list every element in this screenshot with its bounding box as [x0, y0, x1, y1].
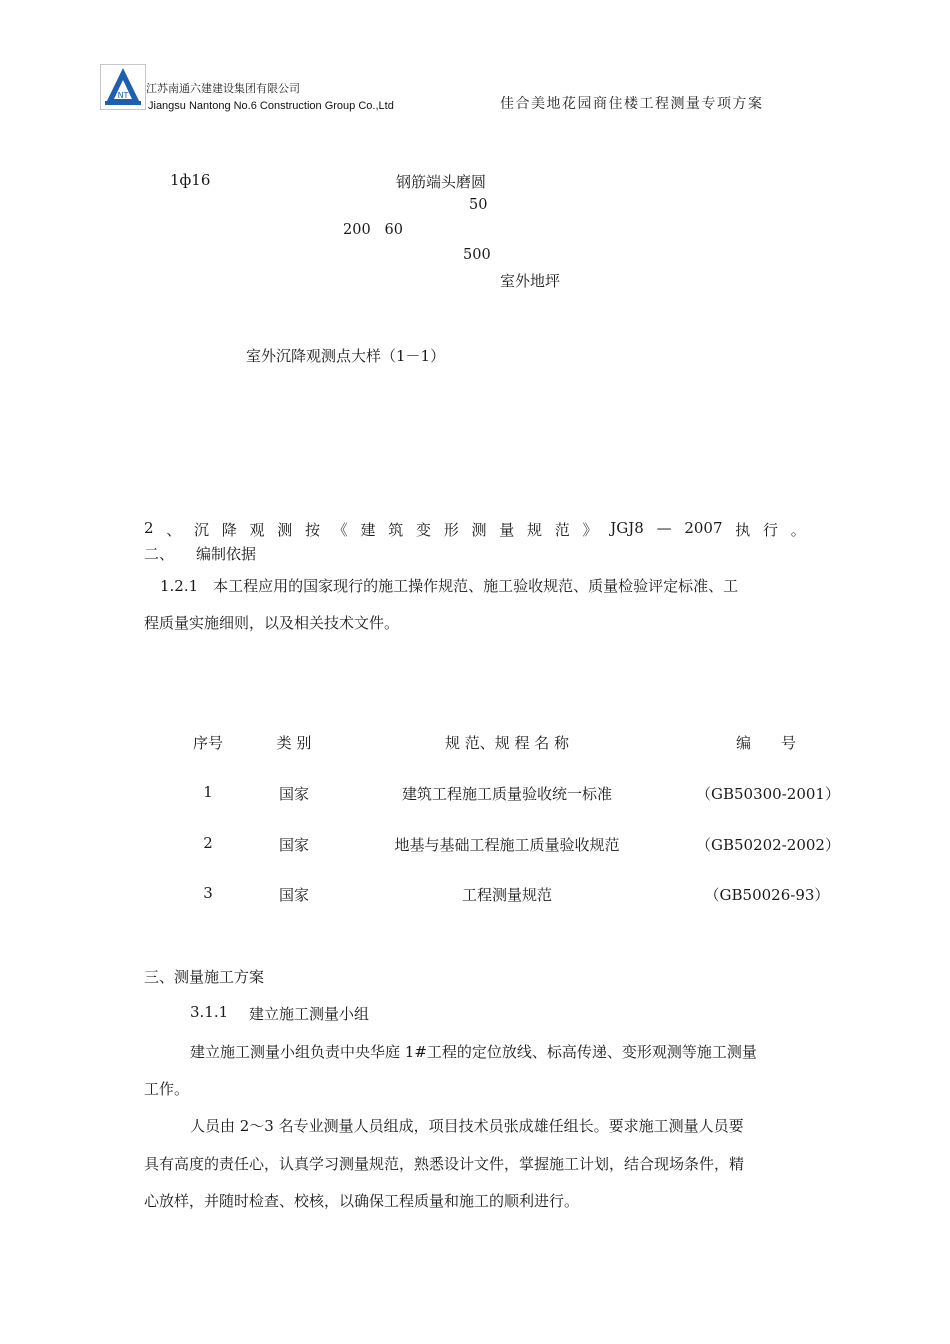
item-2-token: 筑 [388, 521, 404, 539]
section-3-paragraph-2-line-1: 人员由 2～3 名专业测量人员组成，项目技术员张成雄任组长。要求施工测量人员要 [190, 1117, 744, 1135]
diagram-ground-label: 室外地坪 [500, 272, 561, 290]
table-cell-index: 1 [203, 783, 213, 801]
table-header-index: 序号 [192, 734, 223, 752]
table-cell-category: 国家 [278, 836, 309, 854]
section-2-paragraph-line-1: 1.2.1 本工程应用的国家现行的施工操作规范、施工验收规范、质量检验评定标准、工 [160, 577, 739, 595]
section-3-paragraph-2-line-2: 具有高度的责任心，认真学习测量规范，熟悉设计文件，掌握施工计划，结合现场条件，精 [144, 1155, 745, 1173]
item-2-token: 2 [144, 519, 154, 537]
company-name-en: Jiangsu Nantong No.6 Construction Group Co.,Ltd [148, 100, 394, 112]
diagram-dims-200-60: 200 60 [343, 222, 403, 238]
logo-text: NT [117, 91, 129, 100]
table-header-name: 规 范、规 程 名 称 [444, 734, 570, 752]
item-2-token: JGJ8 [610, 519, 644, 537]
item-2-token: 2007 [684, 519, 723, 537]
item-2-token: 量 [499, 521, 515, 539]
section-3-paragraph-1-line-2: 工作。 [144, 1080, 190, 1098]
table-cell-category: 国家 [278, 886, 309, 904]
table-cell-index: 2 [203, 834, 213, 852]
diagram-caption: 室外沉降观测点大样（1－1） [246, 347, 446, 365]
item-2-token: 》 [582, 521, 598, 539]
table-cell-code: （GB50026-93） [704, 886, 830, 904]
item-2-token: 执 [735, 521, 751, 539]
logo-triangle-icon [101, 65, 145, 109]
item-2-token: 形 [443, 521, 459, 539]
diagram-rebar-label: 1ф16 [170, 171, 211, 189]
diagram-dim-50: 50 [469, 197, 488, 213]
table-cell-name: 工程测量规范 [461, 886, 552, 904]
item-2-token: 范 [554, 521, 570, 539]
section-3-paragraph-2-line-3: 心放样，并随时检查、校核，以确保工程质量和施工的顺利进行。 [144, 1192, 580, 1210]
company-name-cn: 江苏南通六建建设集团有限公司 [146, 82, 300, 95]
table-cell-code: （GB50300-2001） [696, 785, 840, 803]
section-2-heading-number: 二、 [144, 545, 175, 563]
item-2-token: 建 [360, 521, 376, 539]
table-cell-name: 建筑工程施工质量验收统一标准 [401, 785, 612, 803]
item-2-token: 降 [221, 521, 237, 539]
item-2-line [144, 519, 806, 540]
table-cell-category: 国家 [278, 785, 309, 803]
item-2-token: 《 [332, 521, 348, 539]
section-2-paragraph-line-2: 程质量实施细则，以及相关技术文件。 [144, 614, 400, 632]
item-2-token: 观 [249, 521, 265, 539]
item-2-token: — [656, 519, 672, 537]
diagram-end-note: 钢筋端头磨圆 [396, 173, 487, 191]
item-2-token: 按 [305, 521, 321, 539]
document-title: 佳合美地花园商住楼工程测量专项方案 [500, 96, 764, 112]
section-3-paragraph-1-line-1: 建立施工测量小组负责中央华庭 1#工程的定位放线、标高传递、变形观测等施工测量 [190, 1043, 757, 1061]
item-2-token: 沉 [194, 521, 210, 539]
section-3-heading: 三、测量施工方案 [144, 968, 265, 986]
item-2-token: 、 [166, 521, 182, 539]
table-header-category: 类 别 [276, 734, 312, 752]
table-cell-name: 地基与基础工程施工质量验收规范 [394, 836, 620, 854]
section-3-sub-title: 建立施工测量小组 [249, 1005, 370, 1023]
item-2-token: 规 [527, 521, 543, 539]
table-cell-code: （GB50202-2002） [696, 836, 840, 854]
item-2-token: 测 [471, 521, 487, 539]
item-2-token: 变 [416, 521, 432, 539]
section-3-sub-number: 3.1.1 [190, 1003, 229, 1021]
item-2-token: 行 [762, 521, 778, 539]
item-2-token: 测 [277, 521, 293, 539]
table-header-code: 编 号 [735, 734, 796, 752]
item-2-token: 。 [790, 521, 806, 539]
diagram-dim-500: 500 [463, 247, 491, 263]
section-2-heading: 编制依据 [196, 545, 257, 563]
table-cell-index: 3 [203, 884, 213, 902]
company-logo [100, 64, 146, 110]
